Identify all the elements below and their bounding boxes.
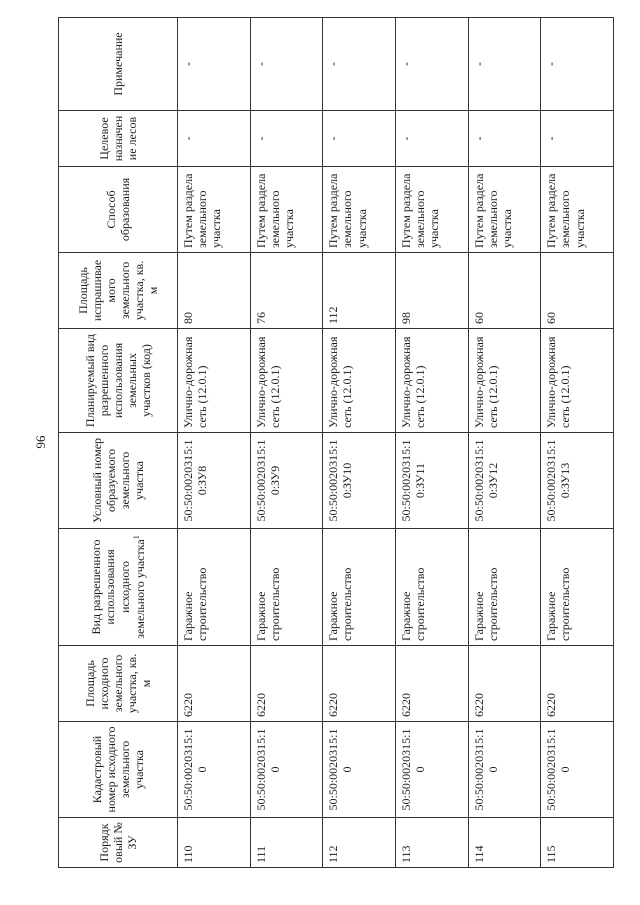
table-row	[468, 18, 541, 868]
new-plot-number-cell: 50:50:0020315:10:ЗУ11	[395, 433, 468, 529]
note-cell: -	[178, 18, 251, 111]
cadastral-number-cell: 50:50:0020315:10	[468, 722, 541, 818]
header-source-area: Площадь исходного земельного участка, кв. м	[59, 646, 178, 722]
cadastral-number-cell: 50:50:0020315:10	[250, 722, 323, 818]
new-plot-number-cell: 50:50:0020315:10:ЗУ12	[468, 433, 541, 529]
rotated-page	[58, 18, 614, 868]
header-new-number: Условный номер образуемого земельного участка	[59, 433, 178, 529]
source-area-cell: 6220	[541, 646, 614, 722]
header-note: Примечание	[59, 18, 178, 111]
header-planned-use: Планируемый вид разрешенного использования земельных участков (код)	[59, 329, 178, 433]
note-cell: -	[395, 18, 468, 111]
source-use-cell: Гаражное строительство	[250, 529, 323, 646]
row-number-cell: 115	[541, 818, 614, 868]
requested-area-cell: 60	[468, 253, 541, 329]
new-plot-number-cell: 50:50:0020315:10:ЗУ10	[323, 433, 396, 529]
row-number-cell: 113	[395, 818, 468, 868]
forest-purpose-cell: -	[468, 111, 541, 167]
row-number-cell: 114	[468, 818, 541, 868]
source-use-cell: Гаражное строительство	[395, 529, 468, 646]
source-area-cell: 6220	[468, 646, 541, 722]
planned-use-cell: Улично-дорожная сеть (12.0.1)	[250, 329, 323, 433]
requested-area-cell: 60	[541, 253, 614, 329]
source-use-cell: Гаражное строительство	[323, 529, 396, 646]
planned-use-cell: Улично-дорожная сеть (12.0.1)	[178, 329, 251, 433]
table-row	[250, 18, 323, 868]
formation-method-cell: Путем раздела земельного участка	[541, 167, 614, 253]
header-requested-area: Площадь испрашиваемого земельного участка, кв. м	[59, 253, 178, 329]
requested-area-cell: 98	[395, 253, 468, 329]
cadastral-number-cell: 50:50:0020315:10	[323, 722, 396, 818]
requested-area-cell: 112	[323, 253, 396, 329]
source-area-cell: 6220	[323, 646, 396, 722]
planned-use-cell: Улично-дорожная сеть (12.0.1)	[468, 329, 541, 433]
formation-method-cell: Путем раздела земельного участка	[250, 167, 323, 253]
formation-method-cell: Путем раздела земельного участка	[178, 167, 251, 253]
requested-area-cell: 80	[178, 253, 251, 329]
header-formation-method: Способ образования	[59, 167, 178, 253]
forest-purpose-cell: -	[323, 111, 396, 167]
row-number-cell: 111	[250, 818, 323, 868]
row-number-cell: 112	[323, 818, 396, 868]
header-cadastral-number: Кадастровый номер исходного земельного участка	[59, 722, 178, 818]
header-forest-purpose: Целевое назначение лесов	[59, 111, 178, 167]
new-plot-number-cell: 50:50:0020315:10:ЗУ9	[250, 433, 323, 529]
row-number-cell: 110	[178, 818, 251, 868]
source-area-cell: 6220	[178, 646, 251, 722]
table-row	[541, 18, 614, 868]
new-plot-number-cell: 50:50:0020315:10:ЗУ8	[178, 433, 251, 529]
note-cell: -	[323, 18, 396, 111]
formation-method-cell: Путем раздела земельного участка	[395, 167, 468, 253]
table-row	[323, 18, 396, 868]
source-use-cell: Гаражное строительство	[541, 529, 614, 646]
source-use-cell: Гаражное строительство	[178, 529, 251, 646]
source-use-cell: Гаражное строительство	[468, 529, 541, 646]
cadastral-number-cell: 50:50:0020315:10	[178, 722, 251, 818]
cadastral-number-cell: 50:50:0020315:10	[541, 722, 614, 818]
table-row	[178, 18, 251, 868]
source-area-cell: 6220	[395, 646, 468, 722]
header-source-use	[59, 529, 178, 646]
forest-purpose-cell: -	[178, 111, 251, 167]
formation-method-cell: Путем раздела земельного участка	[323, 167, 396, 253]
forest-purpose-cell: -	[541, 111, 614, 167]
new-plot-number-cell: 50:50:0020315:10:ЗУ13	[541, 433, 614, 529]
planned-use-cell: Улично-дорожная сеть (12.0.1)	[395, 329, 468, 433]
note-cell: -	[468, 18, 541, 111]
header-row	[59, 18, 178, 868]
note-cell: -	[541, 18, 614, 111]
forest-purpose-cell: -	[250, 111, 323, 167]
forest-purpose-cell: -	[395, 111, 468, 167]
planned-use-cell: Улично-дорожная сеть (12.0.1)	[323, 329, 396, 433]
footnote-marker: 1	[131, 535, 141, 540]
cadastral-number-cell: 50:50:0020315:10	[395, 722, 468, 818]
page-number: 96	[33, 435, 49, 449]
note-cell: -	[250, 18, 323, 111]
planned-use-cell: Улично-дорожная сеть (12.0.1)	[541, 329, 614, 433]
table-row	[395, 18, 468, 868]
source-area-cell: 6220	[250, 646, 323, 722]
header-source-use-text: Вид разрешенного использования исходного земельного участка	[89, 539, 147, 639]
requested-area-cell: 76	[250, 253, 323, 329]
land-plots-table	[58, 17, 614, 868]
table-body	[178, 18, 614, 868]
formation-method-cell: Путем раздела земельного участка	[468, 167, 541, 253]
header-plot-number: Порядковый № ЗУ	[59, 818, 178, 868]
